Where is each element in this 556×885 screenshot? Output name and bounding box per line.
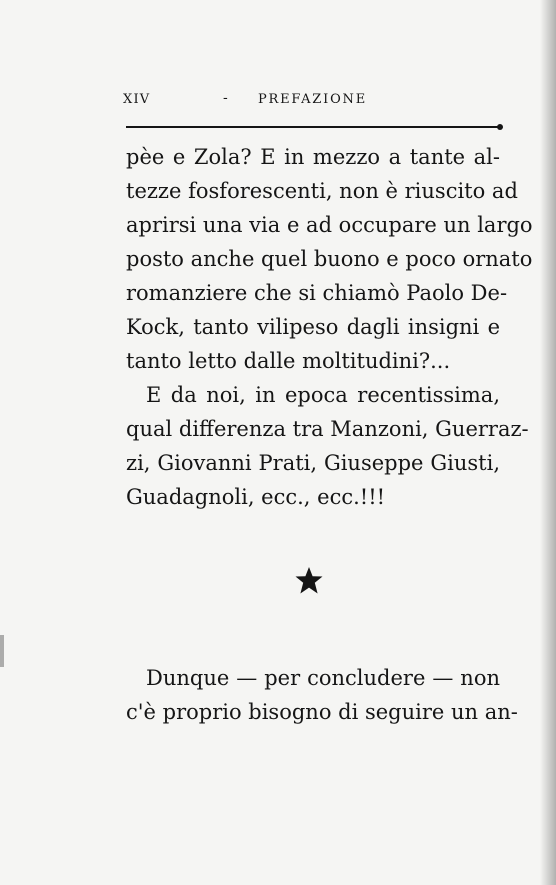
paragraph-end-line: tanto letto dalle moltitudini?... bbox=[126, 349, 451, 373]
text-line: posto anche quel buono e poco ornato bbox=[126, 247, 533, 271]
page-number: XIV bbox=[123, 92, 151, 107]
header-rule bbox=[126, 126, 500, 128]
rule-end-dot bbox=[497, 124, 503, 130]
text-line: pèe e Zola? E in mezzo a tante al- bbox=[126, 145, 500, 169]
margin-mark bbox=[0, 635, 4, 667]
paragraph-start-line: E da noi, in epoca recentissima, bbox=[146, 383, 500, 407]
paragraph-start-line: Dunque — per concludere — non bbox=[146, 666, 500, 690]
running-title: PREFAZIONE bbox=[258, 92, 367, 107]
star-ornament-icon bbox=[294, 566, 324, 596]
paragraph-end-line: Guadagnoli, ecc., ecc.!!! bbox=[126, 485, 386, 509]
page-header bbox=[123, 92, 501, 110]
spine-shadow bbox=[540, 0, 556, 885]
text-line: qual differenza tra Manzoni, Guerraz- bbox=[126, 417, 529, 441]
text-line: Kock, tanto vilipeso dagli insigni e bbox=[126, 315, 500, 339]
text-line: c'è proprio bisogno di seguire un an- bbox=[126, 700, 518, 724]
text-line: zi, Giovanni Prati, Giuseppe Giusti, bbox=[126, 451, 500, 475]
text-line: tezze fosforescenti, non è riuscito ad bbox=[126, 179, 518, 203]
header-dash: - bbox=[223, 90, 229, 106]
text-line: romanziere che si chiamò Paolo De- bbox=[126, 281, 508, 305]
text-line: aprirsi una via e ad occupare un largo bbox=[126, 213, 533, 237]
